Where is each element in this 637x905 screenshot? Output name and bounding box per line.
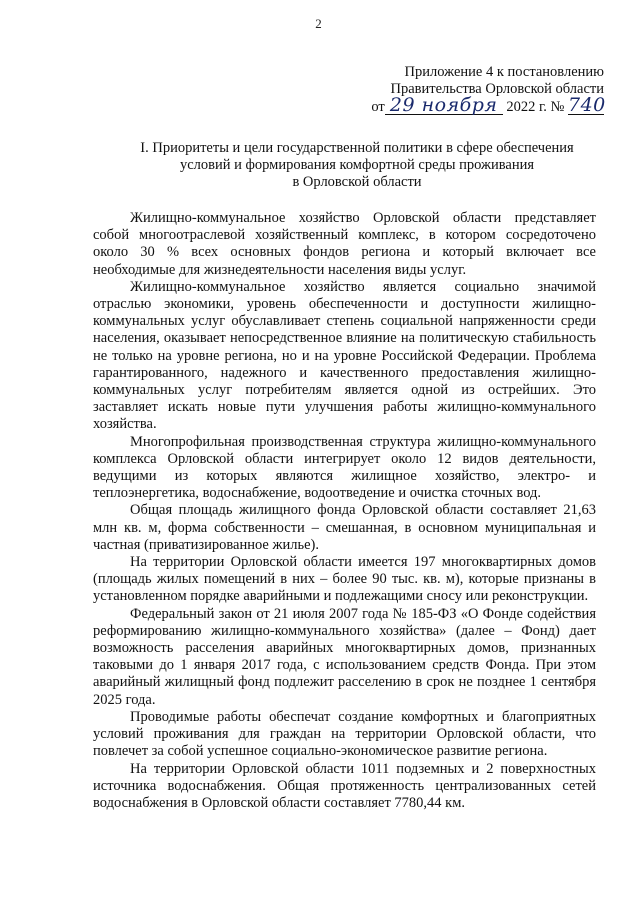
paragraph-4: Общая площадь жилищного фонда Орловской области составляет 21,63 млн кв. м, форма собственности – смешанная, в основном муниципальная и частная (приватизированное жилье). [93,502,596,553]
body-text [93,210,596,812]
date-year: 2022 г. № [506,99,565,115]
paragraph-3: Многопрофильная производственная структура жилищно-коммунального комплекса Орловской области интегрирует около 12 видов деятельности, ведущими из которых являются жилищное хозяйство, электро- и теплоэнергетика, водоснабжение, водоотведение и очистка сточных вод. [93,433,596,502]
section-title [122,140,592,191]
approval-block [344,64,604,116]
paragraph-7: Проводимые работы обеспечат создание комфортных и благоприятных условий проживания для граждан на территории Орловской области, что повлечет за собой успешное социально-экономическое развитие региона. [93,708,596,760]
section-title-line-1: I. Приоритеты и цели государственной политики в сфере обеспечения [140,140,574,156]
approval-line-1: Приложение 4 к постановлению [404,64,604,80]
paragraph-8: На территории Орловской области 1011 подземных и 2 поверхностных источника водоснабжения. Общая протяженность централизованных сетей водоснабжения в Орловской области составляет 7780,44 км. [93,760,596,811]
paragraph-5: На территории Орловской области имеется 197 многоквартирных домов (площадь жилых помещений в них – более 90 тыс. кв. м), которые признаны в установленном порядке аварийными и подлежащими сносу или реконструкции. [93,554,596,605]
date-prefix: от [371,99,385,115]
paragraph-2: Жилищно-коммунальное хозяйство является социально значимой отраслью экономики, уровень обеспеченности и доступности жилищно-коммунальных услуг обуславливает степень социальной напряженности среди населения, оказывает непосредственное влияние на политическую стабильность не только на уровне региона, но и на уровне Российской Федерации. Проблема гарантированного, надежного и качественного предоставления жилищно-коммунальных услуг потребителям является одной из острейших. Это заставляет искать новые пути улучшения работы жилищно-коммунального хозяйства. [93,278,596,433]
section-title-line-3: в Орловской области [292,174,422,190]
section-title-line-2: условий и формирования комфортной среды проживания [179,157,535,173]
page-number: 2 [315,16,322,31]
approval-date-line [344,94,606,116]
paragraph-1: Жилищно-коммунальное хозяйство Орловской области представляет собой многоотраслевой хозяйственный комплекс, в котором сосредоточено около 30 % всех основных фондов региона и который включает все необходимые для жизнедеятельности населения виды услуг. [93,210,596,278]
paragraph-6: Федеральный закон от 21 июля 2007 года № 185-ФЗ «О Фонде содействия реформированию жилищно-коммунального хозяйства» (далее – Фонд) дает возможность расселения аварийных многоквартирных домов, признанных таковыми до 1 января 2017 года, с использованием средств Фонда. При этом аварийный жилищный фонд подлежит расселению в срок не позднее 1 сентября 2025 года. [93,605,596,708]
approval-line-2: Правительства Орловской области [390,81,604,97]
handwritten-date: 29 ноября [385,98,503,115]
handwritten-doc-number: 740 [568,94,606,116]
